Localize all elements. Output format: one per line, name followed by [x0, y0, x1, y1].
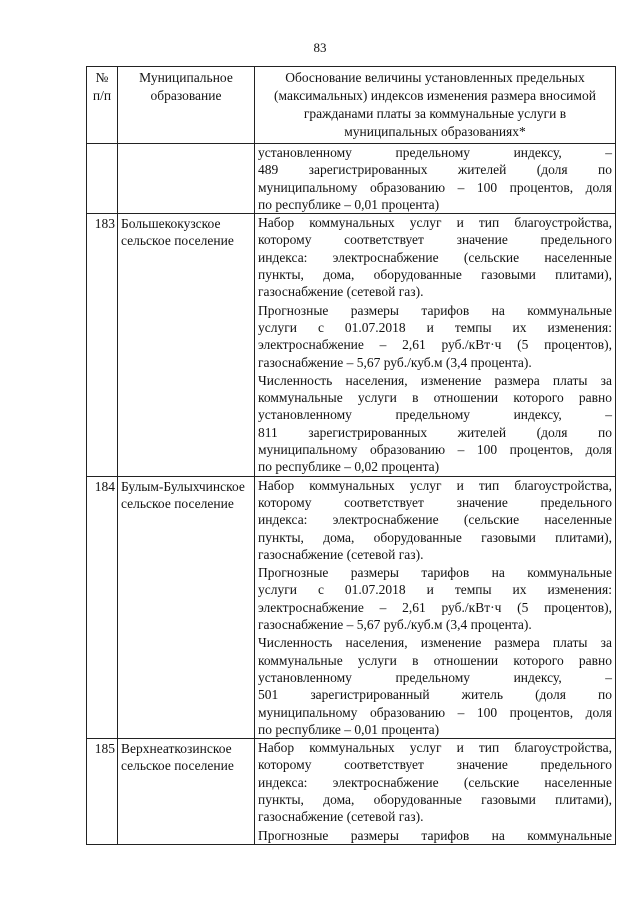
justification-line: газоснабжение (сетевой газ).	[258, 809, 424, 825]
row-number: 185	[87, 739, 118, 845]
table-row	[87, 739, 616, 845]
header-municipality: Муниципальное образование	[118, 67, 255, 144]
continuation-number-cell	[87, 144, 118, 214]
continuation-line: по республике – 0,01 процента)	[258, 196, 440, 212]
justification-line: 501 зарегистрированный житель (доля по	[258, 687, 612, 703]
table-row-continuation	[87, 144, 616, 214]
justification-line: индекса: электроснабжение (сельские населенные	[258, 249, 612, 265]
justification-line: муниципальному образованию – 100 процентов, доля	[258, 442, 612, 458]
continuation-line: муниципальному образованию – 100 процентов, доля	[258, 179, 612, 195]
justification-line: коммунальные услуги в отношении которого равно	[258, 652, 612, 668]
justification-line: которому соответствует значение предельного	[258, 232, 612, 248]
justification-line: установленному предельному индексу, –	[258, 407, 612, 423]
justification-line: индекса: электроснабжение (сельские населенные	[258, 512, 612, 528]
justification-line: Набор коммунальных услуг и тип благоустройства,	[258, 215, 612, 231]
justification-line: Прогнозные размеры тарифов на коммунальные	[258, 565, 612, 581]
justification-line: пункты, дома, оборудованные газовыми плитами),	[258, 529, 612, 545]
justification-line: Прогнозные размеры тарифов на коммунальные	[258, 302, 612, 318]
justification-line: 811 зарегистрированных жителей (доля по	[258, 424, 612, 440]
row-number: 184	[87, 476, 118, 738]
justification-line: газоснабжение – 5,67 руб./куб.м (3,4 процента).	[258, 354, 532, 370]
municipality-name: Верхнеаткозинское сельское поселение	[118, 739, 255, 845]
justification-line: по республике – 0,02 процента)	[258, 459, 440, 475]
justification-line: по республике – 0,01 процента)	[258, 721, 440, 737]
justification-cell	[255, 739, 616, 845]
justification-line: пункты, дома, оборудованные газовыми плитами),	[258, 791, 612, 807]
table-header-row	[87, 67, 616, 144]
justification-cell	[255, 214, 616, 476]
justification-line: газоснабжение – 5,67 руб./куб.м (3,4 процента).	[258, 617, 532, 633]
justification-line: Набор коммунальных услуг и тип благоустройства,	[258, 477, 612, 493]
continuation-justification-cell	[255, 144, 616, 214]
justification-line: электроснабжение – 2,61 руб./кВт·ч (5 процентов),	[258, 337, 612, 353]
municipality-name: Булым-Булыхчинское сельское поселение	[118, 476, 255, 738]
justification-line: электроснабжение – 2,61 руб./кВт·ч (5 процентов),	[258, 599, 612, 615]
justification-line: пункты, дома, оборудованные газовыми плитами),	[258, 267, 612, 283]
justification-line: Прогнозные размеры тарифов на коммунальные	[258, 827, 612, 843]
table-row	[87, 214, 616, 476]
justification-line: индекса: электроснабжение (сельские населенные	[258, 774, 612, 790]
table-row	[87, 476, 616, 738]
continuation-line: 489 зарегистрированных жителей (доля по	[258, 162, 612, 178]
justification-line: Набор коммунальных услуг и тип благоустройства,	[258, 740, 612, 756]
justification-line: установленному предельному индексу, –	[258, 669, 612, 685]
page-number: 83	[313, 40, 327, 55]
continuation-line: установленному предельному индексу, –	[258, 145, 612, 160]
header-justification: Обоснование величины установленных предельных (максимальных) индексов изменения размера вносимой гражданами платы за коммунальные услуги в муниципальных образованиях*	[255, 67, 616, 144]
justification-line: коммунальные услуги в отношении которого равно	[258, 390, 612, 406]
row-number: 183	[87, 214, 118, 476]
justification-line: Численность населения, изменение размера платы за	[258, 372, 612, 388]
justification-line: газоснабжение (сетевой газ).	[258, 284, 424, 300]
justification-line: муниципальному образованию – 100 процентов, доля	[258, 704, 612, 720]
header-number: № п/п	[87, 67, 118, 144]
tariff-index-table	[86, 66, 616, 845]
justification-line: услуги с 01.07.2018 и темпы их изменения:	[258, 582, 612, 598]
municipality-name: Большекокузское сельское поселение	[118, 214, 255, 476]
justification-line: которому соответствует значение предельного	[258, 494, 612, 510]
justification-line: которому соответствует значение предельного	[258, 757, 612, 773]
justification-line: газоснабжение (сетевой газ).	[258, 546, 424, 562]
continuation-municipality-cell	[118, 144, 255, 214]
justification-line: Численность населения, изменение размера платы за	[258, 635, 612, 651]
justification-cell	[255, 476, 616, 738]
justification-line: услуги с 01.07.2018 и темпы их изменения:	[258, 319, 612, 335]
